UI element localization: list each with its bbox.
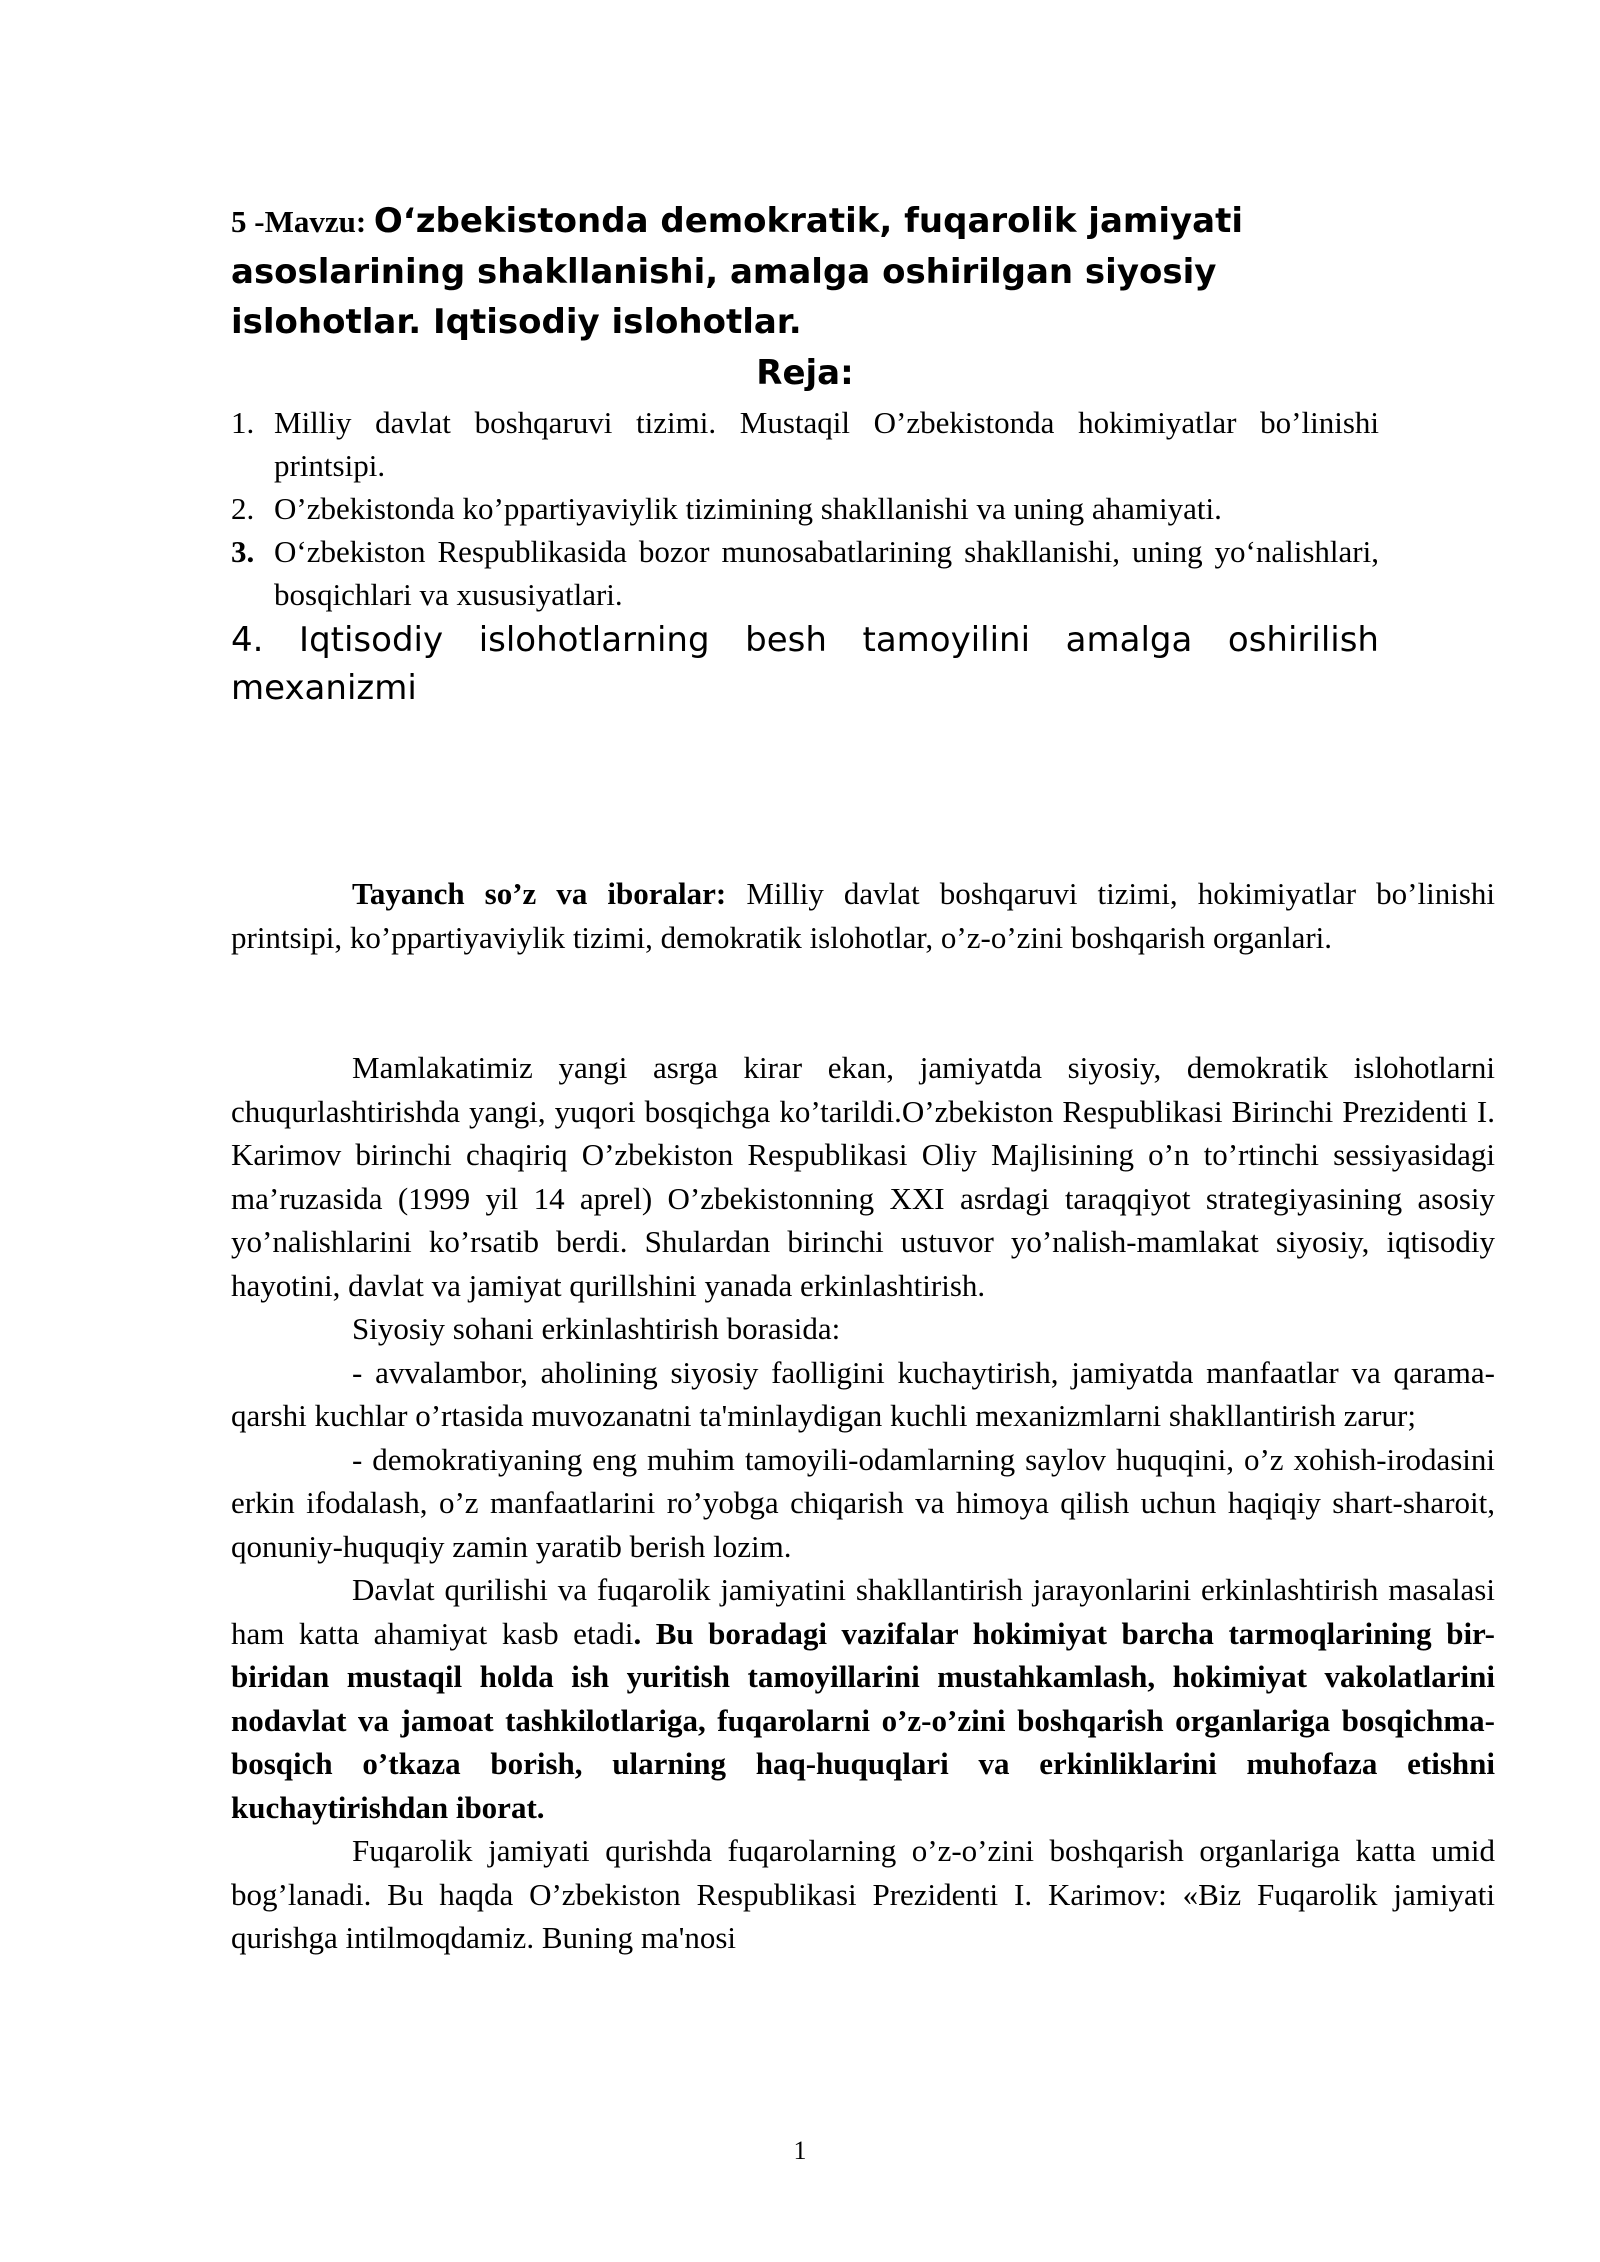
plan-item-text: Iqtisodiy islohotlarning besh tamoyilini amalga oshirilish mexanizmi [231,620,1379,708]
paragraph: Fuqarolik jamiyati qurishda fuqarolarning o’z-o’zini boshqarish organlariga katta umid bog’lanadi. Bu haqda O’zbekiston Respublikasi Prezidenti I. Karimov: «Biz Fuqarolik jamiyati qurishga intilmoqdamiz. Buning ma'nosi [231,1833,1495,1955]
topic-heading [231,196,1411,347]
plan-item [231,487,1379,530]
keywords-label: Tayanch so’z va iboralar: [352,876,727,911]
plan-item-number: 1. [231,405,255,440]
plan-item [231,401,1379,487]
page-number: 1 [793,2136,807,2165]
topic-title: O‘zbekistonda demokratik, fuqarolik jamiyati asoslarining shakllanishi, amalga oshirilgan siyosiy islohotlar. Iqtisodiy islohotlar. [231,201,1243,342]
main-text [231,1046,1495,1960]
plan-item-number: 4. [231,620,264,660]
paragraph-text: Davlat qurilishi va fuqarolik jamiyatini shakllantirish jarayonlarini erkinlashtirish masalasi ham katta ahamiyat kasb etadi [231,1572,1495,1651]
topic-prefix: 5 -Mavzu: [231,204,374,239]
paragraph: - demokratiyaning eng muhim tamoyili-odamlarning saylov huquqini, o’z xohish-irodasini erkin ifodalash, o’z manfaatlarini ro’yobga chiqarish va himoya qilish uchun haqiqiy shart-sharoit, qonuniy-huquqiy zamin yaratib berish lozim. [231,1441,1495,1564]
paragraph: Siyosiy sohani erkinlashtirish borasida: [352,1311,841,1346]
plan-title: Reja: [756,353,854,393]
paragraph-bold-text: . Bu boradagi vazifalar hokimiyat barcha tarmoqlarining bir-biridan mustaqil holda ish yuritish tamoyillarini mustahkamlash, hokimiyat vakolatlarini nodavlat va jamoat tashkilotlariga, fuqarolarni o’z-o’zini boshqarish organlariga bosqichma-bosqich o’tkaza borish, ularning haq-huquqlari va erkinliklarini muhofaza etishni kuchaytirishdan iborat. [231,1615,1495,1825]
keywords-text: Milliy davlat boshqaruvi tizimi, hokimiyatlar bo’linishi printsipi, ko’ppartiyaviylik tizimi, demokratik islohotlar, o’z-o’zini boshqarish organlari. [231,876,1496,955]
paragraph: Mamlakatimiz yangi asrga kirar ekan, jamiyatda siyosiy, demokratik islohotlarni chuqurlashtirishda yangi, yuqori bosqichga ko’tarildi.O’zbekiston Respublikasi Birinchi Prezidenti I. Karimov birinchi chaqiriq O’zbekiston Respublikasi Oliy Majlisining o’n to’rtinchi sessiyasidagi ma’ruzasida (1999 yil 14 aprel) O’zbekistonning XXI asrdagi taraqqiyot strategiyasining asosiy yo’nalishlarini ko’rsatib berdi. Shulardan birinchi ustuvor yo’nalish-mamlakat siyosiy, iqtisodiy hayotini, davlat va jamiyat qurillshini yanada erkinlashtirish. [231,1050,1495,1303]
keywords-block [231,872,1495,959]
plan-item-number: 2. [231,491,255,526]
plan-item [231,530,1379,616]
plan-item-number: 3. [231,534,255,569]
keywords-paragraph [231,872,1495,959]
plan-item-text: Milliy davlat boshqaruvi tizimi. Mustaqil O’zbekistonda hokimiyatlar bo’linishi printsipi. [274,405,1379,483]
paragraph [231,1568,1495,1829]
plan-item-text: O‘zbekiston Respublikasida bozor munosabatlarining shakllanishi, uning yo‘nalishlari, bosqichlari va xususiyatlari. [274,534,1379,612]
plan-item-text: O’zbekistonda ko’ppartiyaviylik tizimining shakllanishi va uning ahamiyati. [274,491,1222,526]
plan-item [231,616,1379,712]
plan-list [231,401,1379,712]
paragraph: - avvalambor, aholining siyosiy faolligini kuchaytirish, jamiyatda manfaatlar va qarama-qarshi kuchlar o’rtasida muvozanatni ta'minlaydigan kuchli mexanizmlarni shakllantirish zarur; [231,1354,1495,1433]
